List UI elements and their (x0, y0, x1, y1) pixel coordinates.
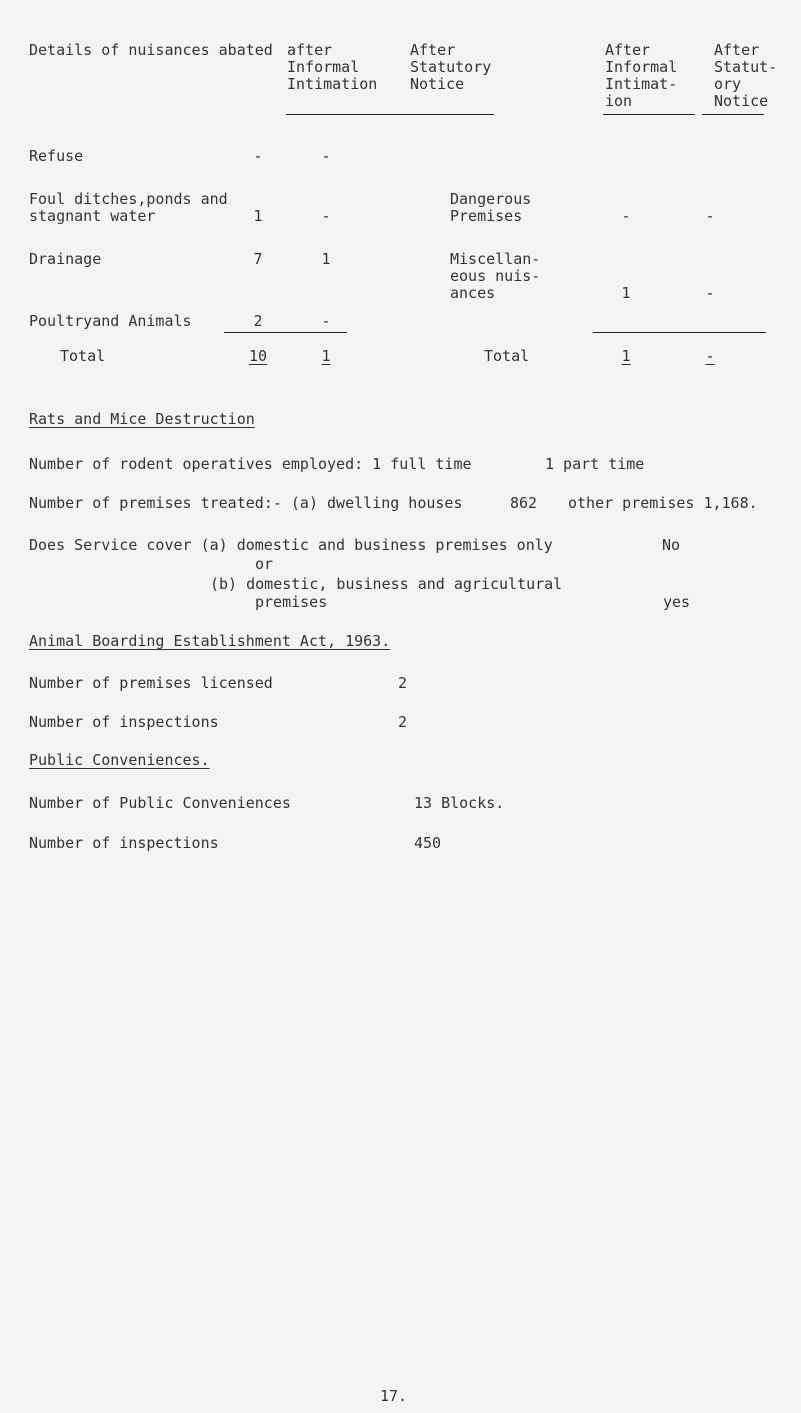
header-rule-right-2 (702, 114, 764, 115)
row-dangerous-label-1: Dangerous (450, 190, 532, 208)
total-right-statutory: - (705, 347, 715, 365)
row-foul-label-1: Foul ditches,ponds and (29, 190, 228, 208)
rats-dwelling-count: 862 (510, 494, 538, 512)
pc-count-label: Number of Public Conveniences (29, 794, 291, 812)
service-b-2: premises (255, 593, 328, 611)
header-informal-2: Informal (287, 58, 360, 76)
pc-count-value: 13 Blocks. (414, 794, 505, 812)
row-misc-label-1: Miscellan- (450, 250, 541, 268)
licensed-label: Number of premises licensed (29, 674, 273, 692)
header-r-informal-3: Intimat- (605, 75, 678, 93)
licensed-value: 2 (398, 674, 408, 692)
service-or: or (255, 555, 274, 573)
header-r-statutory-4: Notice (714, 92, 769, 110)
pc-inspections-value: 450 (414, 834, 442, 852)
public-conveniences-heading: Public Conveniences. (29, 751, 210, 769)
row-drainage-informal: 7 (253, 250, 263, 268)
service-b: (b) domestic, business and agricultural (210, 575, 563, 593)
header-r-statutory-2: Statut- (714, 58, 778, 76)
header-r-statutory-1: After (714, 41, 760, 59)
service-a-answer: No (662, 536, 681, 554)
row-dangerous-label-2: Premises (450, 207, 523, 225)
total-left-label: Total (60, 347, 106, 365)
total-right-informal: 1 (621, 347, 631, 365)
row-header: Details of nuisances abated (29, 41, 273, 59)
row-drainage-statutory: 1 (321, 250, 331, 268)
row-dangerous-informal: - (621, 207, 631, 225)
row-misc-statutory: - (705, 284, 715, 302)
header-informal-3: Intimation (287, 75, 378, 93)
rats-premises-treated: Number of premises treated:- (a) dwelling houses (29, 494, 463, 512)
rats-operatives: Number of rodent operatives employed: 1 full time (29, 455, 472, 473)
boarding-inspections-value: 2 (398, 713, 408, 731)
row-foul-label-2: stagnant water (29, 207, 156, 225)
row-dangerous-statutory: - (705, 207, 715, 225)
header-r-informal-4: ion (605, 92, 633, 110)
row-foul-statutory: - (321, 207, 331, 225)
row-poultry-informal: 2 (253, 312, 263, 330)
header-statutory-2: Statutory (410, 58, 492, 76)
row-refuse-label: Refuse (29, 147, 84, 165)
header-informal-1: after (287, 41, 333, 59)
rats-other-premises: other premises 1,168. (568, 494, 758, 512)
rats-heading: Rats and Mice Destruction (29, 410, 255, 428)
total-rule-right (593, 332, 766, 333)
header-r-informal-2: Informal (605, 58, 678, 76)
header-rule-left (286, 114, 494, 115)
rats-operatives-part: 1 part time (545, 455, 645, 473)
header-r-statutory-3: ory (714, 75, 742, 93)
row-misc-label-3: ances (450, 284, 496, 302)
row-refuse-informal: - (253, 147, 263, 165)
pc-inspections-label: Number of inspections (29, 834, 219, 852)
row-misc-label-2: eous nuis- (450, 267, 541, 285)
page-number: 17. (380, 1387, 408, 1405)
boarding-inspections-label: Number of inspections (29, 713, 219, 731)
header-statutory-1: After (410, 41, 456, 59)
row-refuse-statutory: - (321, 147, 331, 165)
total-left-statutory: 1 (321, 347, 331, 365)
row-poultry-label: Poultryand Animals (29, 312, 192, 330)
header-statutory-3: Notice (410, 75, 465, 93)
header-rule-right-1 (603, 114, 695, 115)
total-rule-left (224, 332, 347, 333)
service-b-answer: yes (663, 593, 691, 611)
service-question: Does Service cover (a) domestic and business premises only (29, 536, 553, 554)
row-drainage-label: Drainage (29, 250, 102, 268)
row-foul-informal: 1 (253, 207, 263, 225)
animal-boarding-heading: Animal Boarding Establishment Act, 1963. (29, 632, 391, 650)
row-poultry-statutory: - (321, 312, 331, 330)
total-right-label: Total (484, 347, 530, 365)
total-left-informal: 10 (248, 347, 268, 365)
header-r-informal-1: After (605, 41, 651, 59)
row-misc-informal: 1 (621, 284, 631, 302)
